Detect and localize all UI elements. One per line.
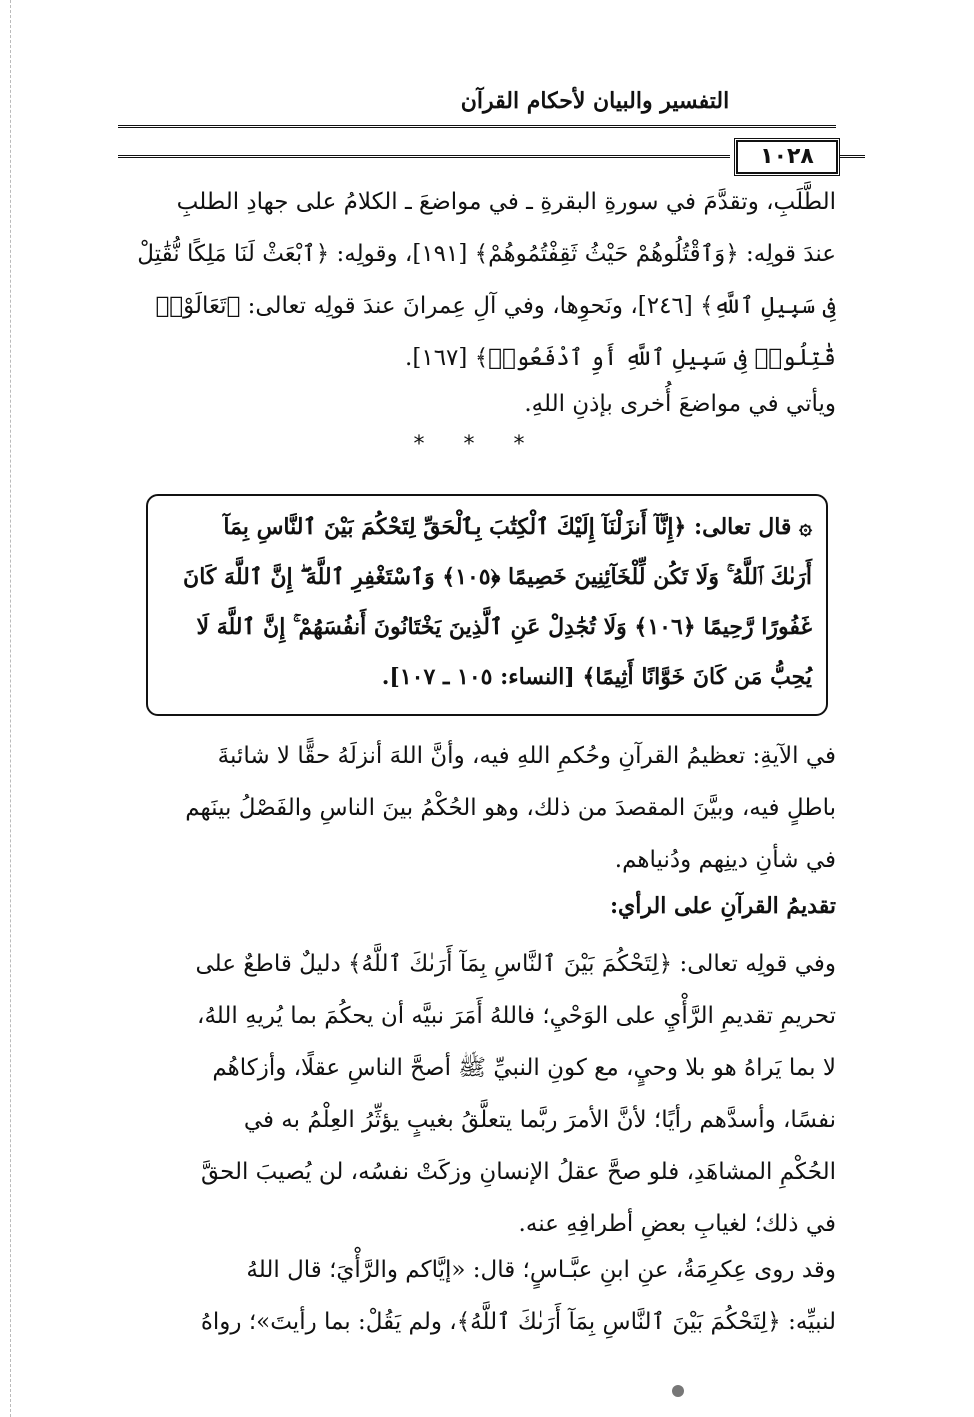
verse-line: غَفُورًا رَّحِيمًا ﴿١٠٦﴾ وَلَا تُجَٰدِلْ عَنِ ٱلَّذِينَ يَخْتَانُونَ أَنفُسَهُمْ ۚ إِنَّ ٱللَّهَ لَا (196, 614, 812, 640)
ruling-paragraph (118, 938, 836, 1250)
verse-text (162, 502, 812, 702)
top-paragraph (118, 176, 836, 384)
body-paragraph (118, 730, 836, 886)
text-line: عندَ قولِه: ﴿وَٱقْتُلُوهُمْ حَيْثُ ثَقِفْتُمُوهُمْ﴾ [١٩١]، وقولِه: ﴿ٱبْعَثْ لَنَا مَلِكًا نُّقَٰتِلْ (137, 241, 836, 267)
scan-edge (0, 0, 11, 1417)
scan-artifact-dot (672, 1385, 684, 1397)
text-line: فِى سَبِيلِ ٱللَّهِ﴾ [٢٤٦]، ونَحوِها، وفي آلِ عِمرانَ عندَ قولِه تعالى: ﴿تَعَالَوْا۟ (155, 293, 836, 319)
text-line: وفي قولِه تعالى: ﴿لِتَحْكُمَ بَيْنَ ٱلنَّاسِ بِمَآ أَرَىٰكَ ٱللَّهُ﴾ دليلٌ قاطعٌ على (195, 951, 836, 977)
text-line: في ذلك؛ لغيابِ بعضِ أطرافِهِ عنه. (518, 1211, 836, 1237)
text-line: في الآيةِ: تعظيمُ القرآنِ وحُكمِ اللهِ فيه، وأنَّ اللهَ أنزلَهُ حقًّا لا شائبةَ (217, 743, 836, 769)
page-number-rule-right (840, 155, 865, 158)
section-heading: تقديمُ القرآنِ على الرأي: (609, 893, 836, 919)
text-line: في شأنِ دينِهم ودُنياهم. (614, 847, 836, 873)
verse-line: يُحِبُّ مَن كَانَ خَوَّانًا أَثِيمًا﴾ [النساء: ١٠٥ ـ ١٠٧]. (381, 664, 812, 690)
section-separator: * * * (413, 432, 541, 457)
header-rule (118, 125, 836, 128)
verse-line: أَرَىٰكَ ٱللَّهُ ۚ وَلَا تَكُن لِّلْخَآئِنِينَ خَصِيمًا ﴿١٠٥﴾ وَٱسْتَغْفِرِ ٱللَّهَ ۖ إِنَّ ٱللَّهَ كَانَ (183, 564, 812, 590)
page-number: ١٠٢٨ (736, 140, 838, 174)
text-line: باطلٍ فيه، وبيَّنَ المقصدَ من ذلك، وهو الحُكْمُ بينَ الناسِ والفَصْلُ بينَهم (185, 795, 836, 821)
text-line: نفسًا، وأسدَّهم رأيًا؛ لأنَّ الأمرَ ربَّما يتعلَّقُ بغيبٍ يؤثِّرُ العِلْمُ به في (243, 1107, 836, 1133)
text-line: تحريمِ تقديمِ الرَّأْيِ على الوَحْيِ؛ فاللهُ أَمَرَ نبيَّه أن يحكُمَ بما يُريهِ اللهُ، (197, 1003, 836, 1029)
book-title: التفسير والبيان لأحكام القرآن (460, 88, 730, 114)
followup-line: ويأتي في مواضعَ أُخرى بإذنِ اللهِ. (524, 391, 836, 417)
verse-box (146, 494, 828, 716)
text-line: لا بما يَراهُ هو بلا وحيٍ، مع كونِ النبيِّ ﷺ أصحَّ الناسِ عقلًا، وأزكاهُم (212, 1055, 836, 1081)
text-line: الحُكْمِ المشاهَدِ، فلو صحَّ عقلُ الإنسانِ وزكَتْ نفسُه، لن يُصيبَ الحقَّ (200, 1159, 836, 1185)
text-line: وقد روى عِكرِمَةُ، عنِ ابنِ عبَّـاسٍ؛ قال: «إيَّاكم والرَّأْيَ؛ قال اللهُ (246, 1257, 836, 1283)
final-paragraph (118, 1244, 836, 1348)
text-line: لنبيِّه: ﴿لِتَحْكُمَ بَيْنَ ٱلنَّاسِ بِمَآ أَرَىٰكَ ٱللَّهُ﴾، ولم يَقُلْ: بما رأيتَ»؛ رواهُ (200, 1309, 836, 1335)
page-number-rule-left (118, 155, 730, 158)
text-line: الطَّلَبِ، وتقدَّمَ في سورةِ البقرةِ ـ في مواضعَ ـ الكلامُ على جهادِ الطلبِ (176, 189, 836, 215)
text-line: قَٰتِلُوا۟ فِى سَبِيلِ ٱللَّهِ أَوِ ٱدْفَعُوا۟﴾ [١٦٧]. (405, 345, 836, 371)
verse-line: ۞ قال تعالى: ﴿إِنَّآ أَنزَلْنَآ إِلَيْكَ ٱلْكِتَٰبَ بِٱلْحَقِّ لِتَحْكُمَ بَيْنَ ٱلنَّاسِ بِمَآ (223, 514, 812, 540)
